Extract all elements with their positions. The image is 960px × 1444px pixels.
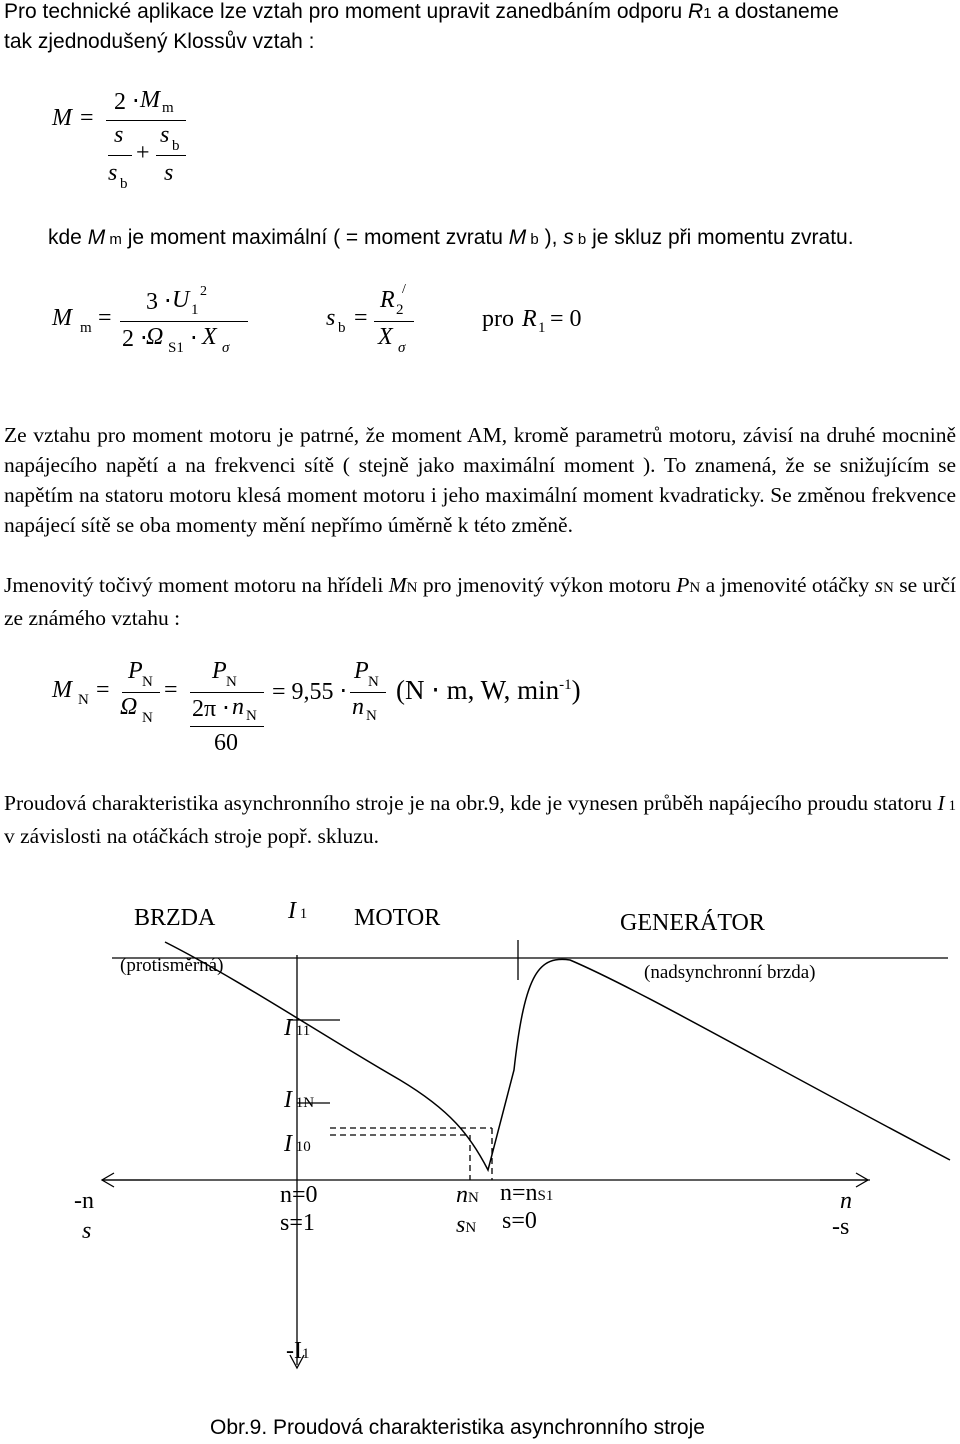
kloss-num-M: M	[140, 87, 160, 113]
f3-P3-sub: N	[368, 674, 379, 690]
f2-den2: 2 ⋅	[122, 326, 148, 352]
label-neg-s: -s	[832, 1214, 850, 1240]
f2-R1: R	[522, 306, 537, 332]
f3-line-3	[190, 726, 264, 727]
kloss-sb: s	[160, 122, 170, 148]
label-I1: I 1	[288, 898, 308, 924]
label-s-left: s	[82, 1218, 92, 1244]
kde-line: kde M m je moment maximální ( = moment zvratu M b ), s b je skluz při momentu zvratu.	[48, 226, 854, 249]
label-sN: sN	[456, 1212, 477, 1238]
label-I1N: I 1N	[284, 1087, 315, 1113]
f2-s: s	[326, 305, 336, 331]
f2-line-1	[120, 321, 248, 322]
f2-R-sub: 2	[396, 302, 404, 318]
f3-n3: n	[352, 694, 364, 720]
f3-P1-sub: N	[142, 674, 153, 690]
paragraph-nominal-torque: Jmenovitý točivý moment motoru na hřídeli MN pro jmenovitý výkon motoru PN a jmenovité otáčky sN se určí ze známého vztahu :	[4, 573, 956, 630]
f3-M-sub: N	[78, 692, 89, 708]
label-generator: GENERÁTOR	[620, 910, 765, 936]
kloss-M: M	[52, 105, 72, 131]
label-nS1: n=nS1	[500, 1180, 554, 1206]
f3-P2-sub: N	[226, 674, 237, 690]
f2-U-sub: 1	[191, 302, 199, 318]
intro-line-2: tak zjednodušený Klossův vztah :	[4, 30, 315, 53]
kloss-plus: +	[136, 140, 150, 166]
f2-U-sup: 2	[200, 284, 207, 299]
label-nadsynchronni: (nadsynchronní brzda)	[644, 962, 816, 983]
f3-P2: P	[212, 658, 227, 684]
f2-U: U	[172, 287, 190, 313]
kloss-den-s: s	[108, 160, 118, 186]
f2-s-sub: b	[338, 320, 346, 336]
f2-sigma: σ	[222, 340, 230, 356]
kloss-inner-line-2	[156, 155, 186, 156]
f3-Omega: Ω	[120, 694, 138, 720]
f2-R: R	[380, 287, 395, 313]
f3-units: (N ⋅ m, W, $\min^{-1}$)	[396, 675, 581, 705]
current-curve	[165, 942, 950, 1170]
kloss-num-2: 2 ⋅	[114, 89, 140, 115]
label-I11: I 11	[284, 1015, 311, 1041]
f2-eq: =	[98, 305, 112, 331]
f3-P1: P	[128, 658, 143, 684]
label-neg-I1: -I1	[286, 1338, 310, 1364]
label-motor: MOTOR	[354, 905, 441, 931]
intro-line-1: Pro technické aplikace lze vztah pro moment upravit zanedbáním odporu R1 a dostaneme	[4, 0, 839, 23]
label-I10: I 10	[284, 1131, 311, 1157]
f2-eq3: = 0	[550, 306, 582, 332]
f3-eq3: = 9,55 ⋅	[272, 679, 348, 705]
figure-caption: Obr.9. Proudová charakteristika asynchronního stroje	[210, 1416, 705, 1439]
label-n0: n=0	[280, 1182, 318, 1208]
f3-n3-sub: N	[366, 708, 377, 724]
kloss-num-m: m	[162, 100, 174, 116]
f2-pro: pro	[482, 306, 514, 332]
label-s1: s=1	[280, 1210, 315, 1236]
f3-two-pi: 2π ⋅	[192, 696, 230, 722]
label-n-right: n	[840, 1188, 852, 1214]
f3-n: n	[232, 694, 244, 720]
f2-num3: 3 ⋅	[146, 289, 172, 315]
f2-sigma2: σ	[398, 340, 406, 356]
kloss-den-s2: s	[164, 160, 174, 186]
f2-Omega-sub: S1	[168, 340, 184, 356]
kloss-inner-line-1	[108, 155, 132, 156]
f3-sixty: 60	[214, 730, 238, 756]
f2-Omega: Ω	[146, 324, 164, 350]
label-s0: s=0	[502, 1208, 537, 1234]
f2-R-sup: /	[402, 282, 406, 297]
f3-P3: P	[354, 658, 369, 684]
label-neg-n: -n	[74, 1188, 94, 1214]
f2-m: m	[80, 320, 92, 336]
kloss-den-b: b	[120, 176, 128, 192]
f3-eq2: =	[164, 677, 178, 703]
label-brzda: BRZDA	[134, 905, 216, 931]
f2-M: M	[52, 305, 72, 331]
kloss-s: s	[114, 122, 124, 148]
kloss-sb-sub: b	[172, 138, 180, 154]
paragraph-dependence: Ze vztahu pro moment motoru je patrné, že moment AM, kromě parametrů motoru, závisí na druhé mocnině napájecího napětí a na frekvenci sítě ( stejně jako maximální moment ). To znamená, že se snižujícím se napětím na statoru motoru klesá moment motoru i jeho maximální moment kvadraticky. Se změnou frekvence napájecí sítě se oba momenty mění nepřímo úměrně k této změně.	[4, 423, 956, 537]
label-protismerna: (protisměrná)	[120, 955, 224, 976]
f2-X: X	[202, 324, 217, 350]
f2-R1-sub: 1	[538, 320, 546, 336]
paragraph-current-char: Proudová charakteristika asynchronního stroje je na obr.9, kde je vynesen průběh napájecího proudu statoru I 1 v závislosti na otáčkách stroje popř. skluzu.	[4, 791, 956, 848]
f3-n-sub: N	[246, 708, 257, 724]
label-nN: nN	[456, 1182, 479, 1208]
f2-eq2: =	[354, 305, 368, 331]
f2-line-2	[374, 321, 414, 322]
f3-eq1: =	[96, 677, 110, 703]
kloss-eq: =	[80, 105, 94, 131]
f2-dot: ⋅	[190, 326, 198, 352]
f2-X2: X	[378, 324, 393, 350]
f3-M: M	[52, 677, 72, 703]
f3-Omega-sub: N	[142, 710, 153, 726]
